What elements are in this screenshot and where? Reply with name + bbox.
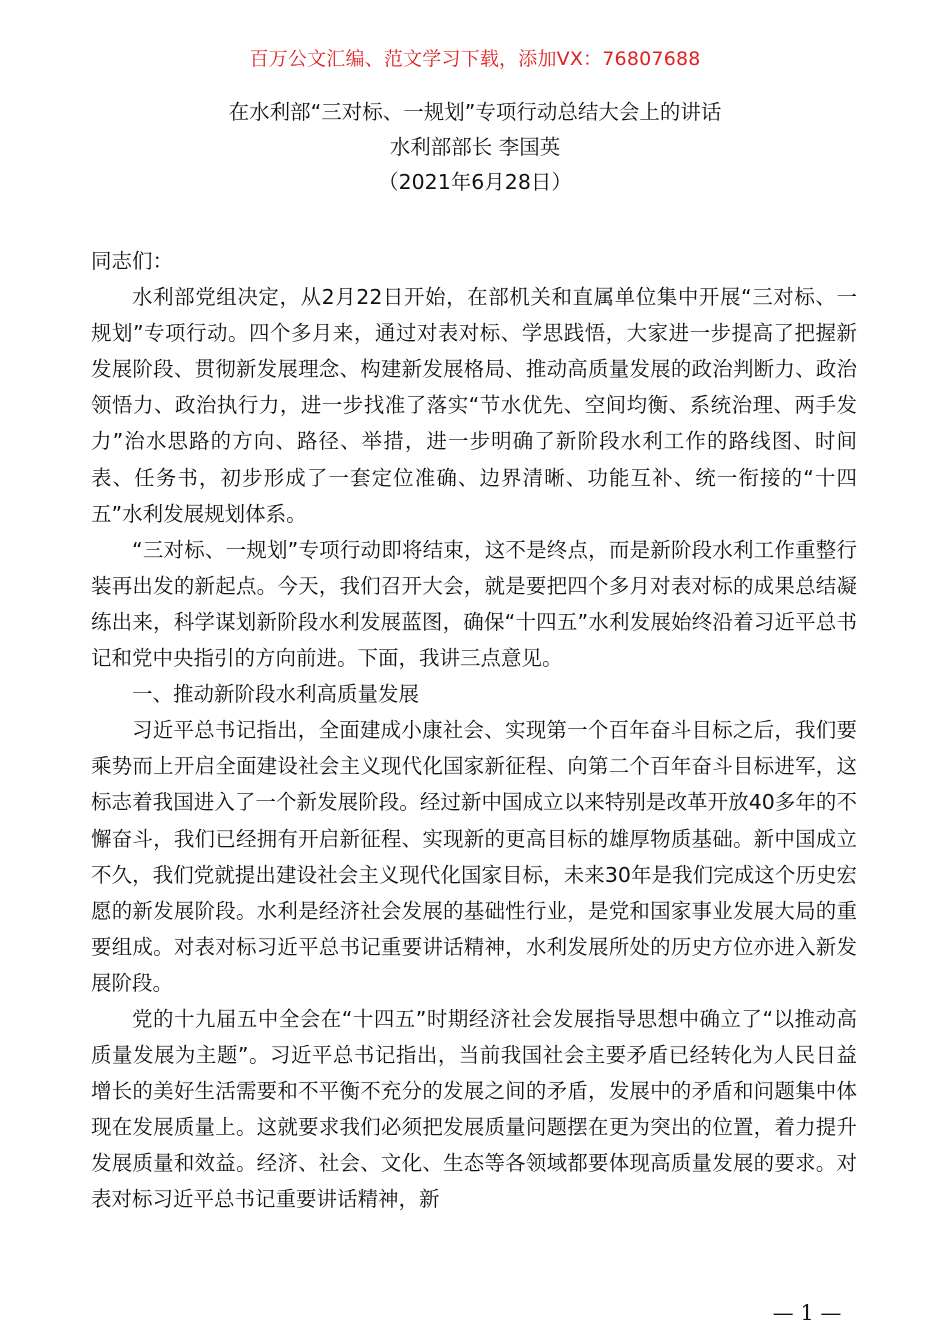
body-paragraph: “三对标、一规划”专项行动即将结束，这不是终点，而是新阶段水利工作重整行装再出发的新起点。今天，我们召开大会，就是要把四个多月对表对标的成果总结凝练出来，科学谋划新阶段水利发展蓝图，确保“十四五”水利发展始终沿着习近平总书记和党中央指引的方向前进。下面，我讲三点意见。: [91, 537, 857, 671]
body-paragraph: 水利部党组决定，从2月22日开始，在部机关和直属单位集中开展“三对标、一规划”专项行动。四个多月来，通过对表对标、学思践悟，大家进一步提高了把握新发展阶段、贯彻新发展理念、构建新发展格局、推动高质量发展的政治判断力、政治领悟力、政治执行力，进一步找准了落实“节水优先、空间均衡、系统治理、两手发力”治水思路的方向、路径、举措，进一步明确了新阶段水利工作的路线图、时间表、任务书，初步形成了一套定位准确、边界清晰、功能互补、统一衔接的“十四五”水利发展规划体系。: [91, 285, 857, 526]
salutation: 同志们：: [91, 249, 173, 273]
body-paragraph: 党的十九届五中全会在“十四五”时期经济社会发展指导思想中确立了“以推动高质量发展为主题”。习近平总书记指出，当前我国社会主要矛盾已经转化为人民日益增长的美好生活需要和不平衡不充分的发展之间的矛盾，发展中的矛盾和问题集中体现在发展质量上。这就要求我们必须把发展质量问题摆在更为突出的位置，着力提升发展质量和效益。经济、社会、文化、生态等各领域都要体现高质量发展的要求。对表对标习近平总书记重要讲话精神，新: [91, 1006, 857, 1212]
page-number: — 1 —: [772, 1301, 842, 1325]
speech-date: （2021年6月28日）: [378, 170, 572, 194]
speech-body: [91, 243, 857, 1218]
title-block: [0, 95, 950, 200]
section-heading: 一、推动新阶段水利高质量发展: [132, 682, 419, 707]
body-paragraph: 习近平总书记指出，全面建成小康社会、实现第一个百年奋斗目标之后，我们要乘势而上开启全面建设社会主义现代化国家新征程、向第二个百年奋斗目标进军，这标志着我国进入了一个新发展阶段。经过新中国成立以来特别是改革开放40多年的不懈奋斗，我们已经拥有开启新征程、实现新的更高目标的雄厚物质基础。新中国成立不久，我们党就提出建设社会主义现代化国家目标，未来30年是我们完成这个历史宏愿的新发展阶段。水利是经济社会发展的基础性行业，是党和国家事业发展大局的重要组成。对表对标习近平总书记重要讲话精神，水利发展所处的历史方位亦进入新发展阶段。: [91, 718, 857, 995]
speech-author: 水利部部长 李国英: [389, 135, 561, 159]
speech-title: 在水利部“三对标、一规划”专项行动总结大会上的讲话: [228, 100, 722, 124]
header-watermark: 百万公文汇编、范文学习下载，添加VX：76807688: [249, 48, 701, 70]
